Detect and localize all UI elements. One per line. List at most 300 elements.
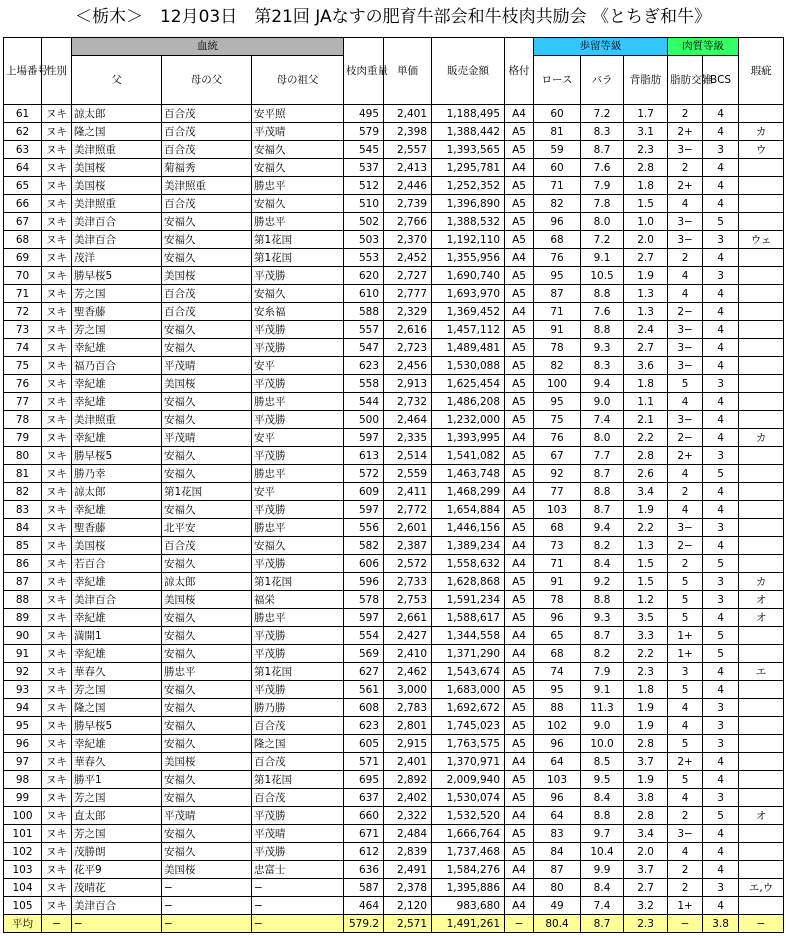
sex-cell: ヌキ [42, 717, 72, 735]
dam-grandsire-cell: 安福久 [252, 159, 344, 177]
bcs-cell: 4 [703, 195, 739, 213]
loin-cell: 64 [534, 753, 581, 771]
table-row [4, 627, 784, 645]
sex-cell: ヌキ [42, 141, 72, 159]
rib-cell: 9.3 [581, 609, 624, 627]
bcs-cell: 3 [703, 267, 739, 285]
defect-cell: エ,ウ [739, 879, 784, 897]
defect-cell [739, 195, 784, 213]
sales-amount-cell: 1,457,112 [432, 321, 505, 339]
carcass-weight-cell: 587 [344, 879, 384, 897]
back-fat-cell: 2.3 [624, 663, 668, 681]
bcs-cell: 4 [703, 177, 739, 195]
bcs-cell: 4 [703, 411, 739, 429]
lot-cell: 101 [4, 825, 42, 843]
grade-cell: A4 [505, 627, 534, 645]
lot-cell: 91 [4, 645, 42, 663]
unit-price-cell: 2,723 [384, 339, 432, 357]
table-row [4, 411, 784, 429]
rib-cell: 8.4 [581, 555, 624, 573]
loin-cell: 96 [534, 789, 581, 807]
loin-cell: 71 [534, 303, 581, 321]
table-row [4, 339, 784, 357]
carcass-weight-cell: 588 [344, 303, 384, 321]
sex-cell: ヌキ [42, 825, 72, 843]
grade-cell: A4 [505, 879, 534, 897]
back-fat-cell: 2.3 [624, 915, 668, 933]
bms-cell: 2+ [668, 123, 703, 141]
bms-cell: 5 [668, 681, 703, 699]
sex-cell: ヌキ [42, 501, 72, 519]
dam-grandsire-cell: 平茂勝 [252, 321, 344, 339]
dam-grandsire-cell: 勝忠平 [252, 465, 344, 483]
grade-cell: A4 [505, 483, 534, 501]
dam-sire-cell: 美国桜 [162, 375, 252, 393]
loin-cell: 68 [534, 231, 581, 249]
bcs-cell: 4 [703, 897, 739, 915]
dam-sire-cell: 諒太郎 [162, 573, 252, 591]
unit-price-cell: 2,892 [384, 771, 432, 789]
sex-cell: ヌキ [42, 843, 72, 861]
rib-cell: 10.4 [581, 843, 624, 861]
table-row [4, 501, 784, 519]
rib-cell: 7.6 [581, 159, 624, 177]
grade-cell: A4 [505, 429, 534, 447]
header-unit-price: 単価 [384, 38, 432, 105]
table-row [4, 195, 784, 213]
grade-cell: A5 [505, 285, 534, 303]
grade-cell: A5 [505, 213, 534, 231]
back-fat-cell: 1.9 [624, 717, 668, 735]
dam-sire-cell: 安福久 [162, 393, 252, 411]
header-back-fat: 背脂肪 [624, 56, 668, 105]
carcass-weight-cell: 660 [344, 807, 384, 825]
sex-cell: ヌキ [42, 645, 72, 663]
carcass-weight-cell: 620 [344, 267, 384, 285]
grade-cell: A4 [505, 555, 534, 573]
header-dam-sire: 母の父 [162, 56, 252, 105]
rib-cell: 7.6 [581, 303, 624, 321]
lot-cell: 96 [4, 735, 42, 753]
lot-cell: 64 [4, 159, 42, 177]
bcs-cell: 4 [703, 357, 739, 375]
sire-cell: 聖香藤 [72, 303, 162, 321]
sales-amount-cell: 2,009,940 [432, 771, 505, 789]
dam-grandsire-cell: 百合茂 [252, 789, 344, 807]
lot-cell: 100 [4, 807, 42, 825]
table-row [4, 861, 784, 879]
bms-cell: 3− [668, 411, 703, 429]
dam-sire-cell: 美国桜 [162, 861, 252, 879]
grade-cell: A5 [505, 411, 534, 429]
dam-sire-cell: 安福久 [162, 321, 252, 339]
sex-cell: ヌキ [42, 249, 72, 267]
carcass-weight-cell: 610 [344, 285, 384, 303]
rib-cell: 9.1 [581, 249, 624, 267]
grade-cell: A5 [505, 267, 534, 285]
back-fat-cell: 2.7 [624, 249, 668, 267]
lot-cell: 76 [4, 375, 42, 393]
unit-price-cell: 2,753 [384, 591, 432, 609]
sex-cell: ヌキ [42, 897, 72, 915]
header-carcass-weight: 枝肉重量 [344, 38, 384, 105]
unit-price-cell: 2,491 [384, 861, 432, 879]
dam-grandsire-cell: 第1花国 [252, 231, 344, 249]
unit-price-cell: 2,601 [384, 519, 432, 537]
back-fat-cell: 2.8 [624, 807, 668, 825]
back-fat-cell: 1.8 [624, 177, 668, 195]
sex-cell: ヌキ [42, 159, 72, 177]
table-row [4, 537, 784, 555]
carcass-weight-cell: 557 [344, 321, 384, 339]
lot-cell: 105 [4, 897, 42, 915]
loin-cell: 68 [534, 519, 581, 537]
dam-grandsire-cell: 安福久 [252, 195, 344, 213]
grade-cell: A5 [505, 591, 534, 609]
dam-grandsire-cell: 平茂勝 [252, 411, 344, 429]
bcs-cell: 4 [703, 771, 739, 789]
lot-cell: 84 [4, 519, 42, 537]
lot-cell: 68 [4, 231, 42, 249]
bcs-cell: 4 [703, 105, 739, 123]
header-bms: 脂肪交雑 [668, 56, 703, 105]
lot-cell: 79 [4, 429, 42, 447]
dam-sire-cell: 安福久 [162, 213, 252, 231]
sire-cell: 芳之国 [72, 681, 162, 699]
table-row [4, 735, 784, 753]
rib-cell: 7.2 [581, 105, 624, 123]
bcs-cell: 3 [703, 735, 739, 753]
bcs-cell: 4 [703, 321, 739, 339]
defect-cell [739, 303, 784, 321]
bms-cell: 3− [668, 321, 703, 339]
dam-grandsire-cell: 百合茂 [252, 753, 344, 771]
carcass-weight-cell: 547 [344, 339, 384, 357]
bcs-cell: 4 [703, 483, 739, 501]
bms-cell: 2+ [668, 177, 703, 195]
bms-cell: 2 [668, 249, 703, 267]
table-row [4, 771, 784, 789]
header-meat-grade: 肉質等級 [668, 38, 739, 56]
sales-amount-cell: 1,446,156 [432, 519, 505, 537]
defect-cell [739, 789, 784, 807]
bms-cell: 3− [668, 519, 703, 537]
lot-cell: 85 [4, 537, 42, 555]
sex-cell: ヌキ [42, 555, 72, 573]
dam-grandsire-cell: 平茂晴 [252, 825, 344, 843]
lot-cell: 82 [4, 483, 42, 501]
grade-cell: A5 [505, 321, 534, 339]
loin-cell: 65 [534, 627, 581, 645]
carcass-weight-cell: 597 [344, 609, 384, 627]
sire-cell: 美津百合 [72, 231, 162, 249]
bcs-cell: 4 [703, 123, 739, 141]
unit-price-cell: 2,616 [384, 321, 432, 339]
rib-cell: 9.3 [581, 339, 624, 357]
bcs-cell: 4 [703, 429, 739, 447]
sales-amount-cell: 1,591,234 [432, 591, 505, 609]
bcs-cell: 4 [703, 861, 739, 879]
rib-cell: 8.5 [581, 753, 624, 771]
carcass-weight-cell: 579.2 [344, 915, 384, 933]
rib-cell: 8.4 [581, 789, 624, 807]
sex-cell: ヌキ [42, 231, 72, 249]
dam-grandsire-cell: 勝忠平 [252, 393, 344, 411]
table-row [4, 141, 784, 159]
table-row [4, 447, 784, 465]
lot-cell: 74 [4, 339, 42, 357]
loin-cell: 75 [534, 411, 581, 429]
rib-cell: 9.5 [581, 771, 624, 789]
dam-sire-cell: 平茂晴 [162, 429, 252, 447]
carcass-weight-cell: 561 [344, 681, 384, 699]
carcass-weight-cell: 596 [344, 573, 384, 591]
dam-sire-cell: 百合茂 [162, 195, 252, 213]
unit-price-cell: 2,801 [384, 717, 432, 735]
rib-cell: 8.4 [581, 879, 624, 897]
dam-sire-cell: 安福久 [162, 789, 252, 807]
sire-cell: 茂勝朗 [72, 843, 162, 861]
sex-cell: ヌキ [42, 357, 72, 375]
sire-cell: 勝平1 [72, 771, 162, 789]
loin-cell: 91 [534, 573, 581, 591]
carcass-weight-cell: 582 [344, 537, 384, 555]
bcs-cell: 3 [703, 699, 739, 717]
header-lot: 上場番号 [4, 38, 42, 105]
bcs-cell: 4 [703, 393, 739, 411]
dam-sire-cell: 勝忠平 [162, 663, 252, 681]
sex-cell: ヌキ [42, 321, 72, 339]
header-grade: 格付 [505, 38, 534, 105]
defect-cell: カ [739, 573, 784, 591]
dam-sire-cell: 百合茂 [162, 123, 252, 141]
bcs-cell: 5 [703, 465, 739, 483]
grade-cell: A5 [505, 789, 534, 807]
unit-price-cell: 2,777 [384, 285, 432, 303]
dam-sire-cell: 平茂晴 [162, 357, 252, 375]
bms-cell: 2 [668, 861, 703, 879]
table-row [4, 231, 784, 249]
back-fat-cell: 3.7 [624, 753, 668, 771]
bcs-cell: 4 [703, 609, 739, 627]
sales-amount-cell: 1,393,995 [432, 429, 505, 447]
lot-cell: 71 [4, 285, 42, 303]
defect-cell [739, 699, 784, 717]
defect-cell [739, 393, 784, 411]
defect-cell [739, 465, 784, 483]
bcs-cell: 3.8 [703, 915, 739, 933]
bms-cell: 2− [668, 303, 703, 321]
sex-cell: ヌキ [42, 573, 72, 591]
unit-price-cell: 2,452 [384, 249, 432, 267]
unit-price-cell: 2,766 [384, 213, 432, 231]
sire-cell: 直太郎 [72, 807, 162, 825]
carcass-weight-cell: 609 [344, 483, 384, 501]
loin-cell: 60 [534, 159, 581, 177]
rib-cell: 7.2 [581, 231, 624, 249]
sex-cell: ヌキ [42, 393, 72, 411]
sales-amount-cell: 1,486,208 [432, 393, 505, 411]
grade-cell: A5 [505, 519, 534, 537]
bcs-cell: 3 [703, 717, 739, 735]
sex-cell: ヌキ [42, 879, 72, 897]
back-fat-cell: 1.8 [624, 681, 668, 699]
table-row [4, 429, 784, 447]
bcs-cell: 4 [703, 339, 739, 357]
bms-cell: 5 [668, 591, 703, 609]
table-row [4, 825, 784, 843]
rib-cell: 7.4 [581, 411, 624, 429]
carcass-weight-cell: 695 [344, 771, 384, 789]
sex-cell: ヌキ [42, 429, 72, 447]
sales-amount-cell: 1,532,520 [432, 807, 505, 825]
sex-cell: ヌキ [42, 447, 72, 465]
lot-cell: 80 [4, 447, 42, 465]
lot-cell: 83 [4, 501, 42, 519]
sex-cell: ヌキ [42, 519, 72, 537]
loin-cell: 64 [534, 807, 581, 825]
bms-cell: 2 [668, 807, 703, 825]
bcs-cell: 3 [703, 375, 739, 393]
sex-cell: ヌキ [42, 465, 72, 483]
sex-cell: ヌキ [42, 339, 72, 357]
loin-cell: 49 [534, 897, 581, 915]
sex-cell: ヌキ [42, 735, 72, 753]
loin-cell: 100 [534, 375, 581, 393]
loin-cell: 74 [534, 663, 581, 681]
bcs-cell: 4 [703, 753, 739, 771]
loin-cell: 76 [534, 429, 581, 447]
dam-sire-cell: 安福久 [162, 501, 252, 519]
unit-price-cell: 2,335 [384, 429, 432, 447]
sire-cell: 幸紀雄 [72, 609, 162, 627]
table-row [4, 213, 784, 231]
defect-cell [739, 753, 784, 771]
sire-cell: 花平9 [72, 861, 162, 879]
grade-cell: A5 [505, 681, 534, 699]
header-loin: ロース [534, 56, 581, 105]
bms-cell: 4 [668, 789, 703, 807]
back-fat-cell: 1.9 [624, 699, 668, 717]
unit-price-cell: 2,378 [384, 879, 432, 897]
unit-price-cell: 2,402 [384, 789, 432, 807]
header-defect: 瑕疵 [739, 38, 784, 105]
bms-cell: 4 [668, 195, 703, 213]
loin-cell: 103 [534, 501, 581, 519]
lot-cell: 63 [4, 141, 42, 159]
defect-cell [739, 447, 784, 465]
rib-cell: 7.8 [581, 195, 624, 213]
bcs-cell: 3 [703, 591, 739, 609]
bcs-cell: 4 [703, 825, 739, 843]
sire-cell: 幸紀雄 [72, 339, 162, 357]
unit-price-cell: 2,733 [384, 573, 432, 591]
defect-cell [739, 375, 784, 393]
defect-cell [739, 357, 784, 375]
dam-sire-cell: 北平安 [162, 519, 252, 537]
dam-sire-cell: 菊福秀 [162, 159, 252, 177]
unit-price-cell: 2,839 [384, 843, 432, 861]
sire-cell: 隆之国 [72, 699, 162, 717]
sire-cell: 幸紀雄 [72, 645, 162, 663]
sex-cell: ヌキ [42, 753, 72, 771]
unit-price-cell: 2,464 [384, 411, 432, 429]
header-bloodline: 血統 [72, 38, 344, 56]
carcass-weight-cell: 578 [344, 591, 384, 609]
dam-grandsire-cell: − [252, 879, 344, 897]
bcs-cell: 4 [703, 537, 739, 555]
sales-amount-cell: 1,558,632 [432, 555, 505, 573]
sales-amount-cell: 1,683,000 [432, 681, 505, 699]
bms-cell: 1+ [668, 645, 703, 663]
table-row [4, 375, 784, 393]
lot-cell: 99 [4, 789, 42, 807]
carcass-weight-cell: 571 [344, 753, 384, 771]
dam-sire-cell: 百合茂 [162, 105, 252, 123]
rib-cell: 9.0 [581, 717, 624, 735]
rib-cell: 9.1 [581, 681, 624, 699]
dam-sire-cell: − [162, 915, 252, 933]
back-fat-cell: 1.0 [624, 213, 668, 231]
bcs-cell: 3 [703, 519, 739, 537]
defect-cell [739, 177, 784, 195]
lot-cell: 86 [4, 555, 42, 573]
table-row [4, 321, 784, 339]
unit-price-cell: 2,572 [384, 555, 432, 573]
lot-cell: 95 [4, 717, 42, 735]
carcass-weight-cell: 623 [344, 357, 384, 375]
sire-cell: 勝早桜5 [72, 717, 162, 735]
grade-cell: A4 [505, 645, 534, 663]
sales-amount-cell: 1,393,565 [432, 141, 505, 159]
sales-amount-cell: 1,584,276 [432, 861, 505, 879]
grade-cell: A5 [505, 195, 534, 213]
dam-grandsire-cell: 勝忠平 [252, 519, 344, 537]
bms-cell: 5 [668, 609, 703, 627]
defect-cell [739, 321, 784, 339]
lot-cell: 73 [4, 321, 42, 339]
table-row [4, 105, 784, 123]
dam-sire-cell: 百合茂 [162, 537, 252, 555]
lot-cell: 90 [4, 627, 42, 645]
sex-cell: − [42, 915, 72, 933]
bms-cell: 2+ [668, 753, 703, 771]
sex-cell: ヌキ [42, 699, 72, 717]
dam-sire-cell: − [162, 879, 252, 897]
grade-cell: A5 [505, 843, 534, 861]
lot-cell: 94 [4, 699, 42, 717]
dam-sire-cell: 安福久 [162, 735, 252, 753]
header-dam-grandsire: 母の祖父 [252, 56, 344, 105]
grade-cell: A4 [505, 861, 534, 879]
rib-cell: 8.8 [581, 483, 624, 501]
dam-sire-cell: 美国桜 [162, 591, 252, 609]
grade-cell: − [505, 915, 534, 933]
carcass-weight-cell: 556 [344, 519, 384, 537]
dam-grandsire-cell: − [252, 897, 344, 915]
unit-price-cell: 2,462 [384, 663, 432, 681]
bms-cell: 3 [668, 663, 703, 681]
carcass-weight-cell: 606 [344, 555, 384, 573]
loin-cell: 91 [534, 321, 581, 339]
sales-amount-cell: 1,370,971 [432, 753, 505, 771]
grade-cell: A5 [505, 501, 534, 519]
grade-cell: A4 [505, 753, 534, 771]
grade-cell: A4 [505, 897, 534, 915]
back-fat-cell: 1.9 [624, 771, 668, 789]
rib-cell: 8.2 [581, 645, 624, 663]
sales-amount-cell: 1,489,481 [432, 339, 505, 357]
